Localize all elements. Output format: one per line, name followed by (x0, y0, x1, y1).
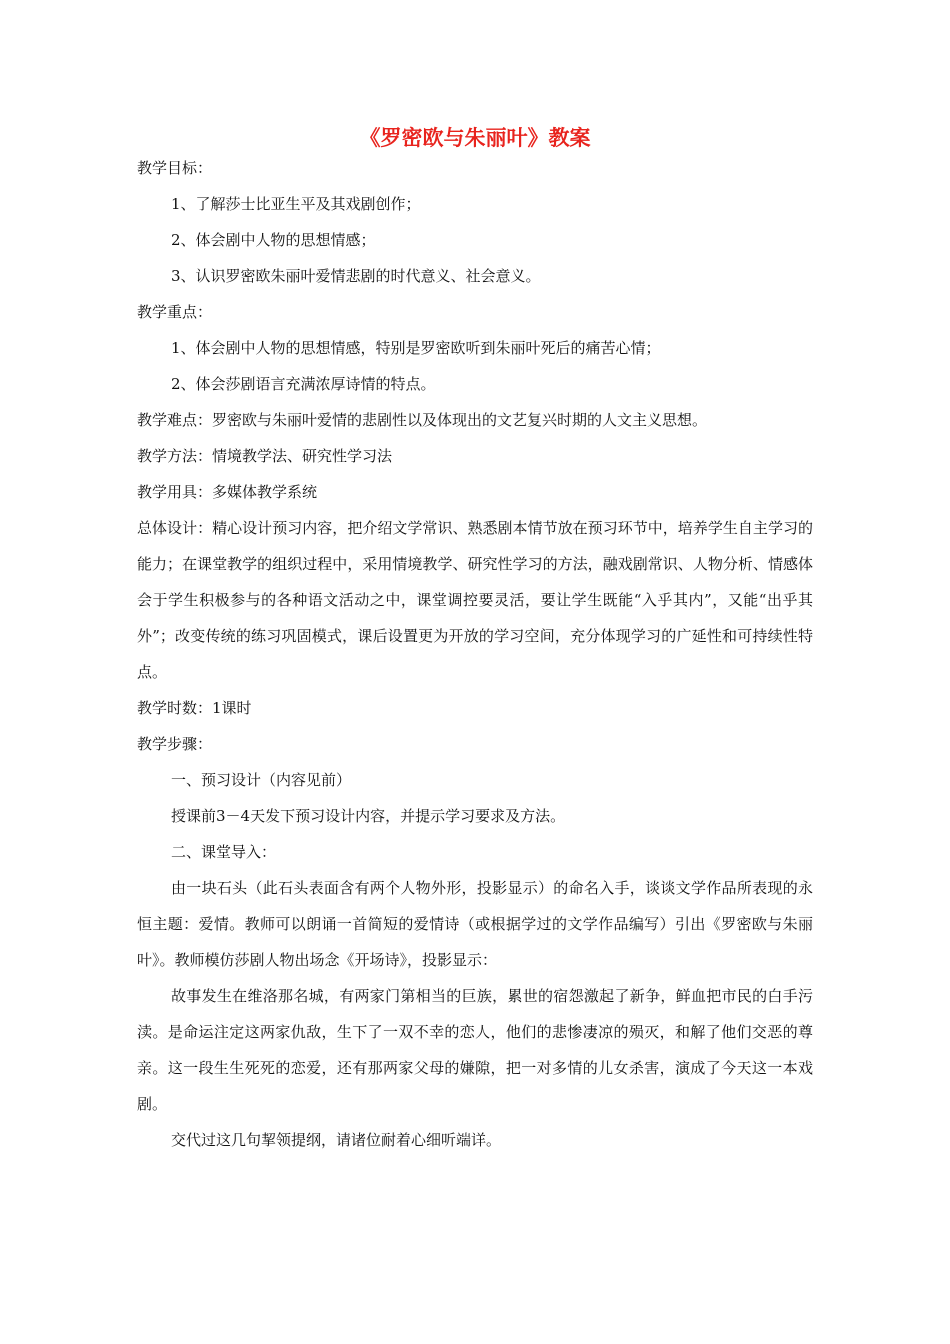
document-body (137, 150, 813, 1158)
step1-heading: 一、预习设计（内容见前） (171, 771, 352, 789)
prologue-closing-line: 交代过这几句挈领提纲，请诸位耐着心细听端详。 (171, 1131, 502, 1149)
step2-heading: 二、课堂导入： (171, 843, 277, 861)
goal-item: 1、了解莎士比亚生平及其戏剧创作； (171, 195, 421, 213)
goal-item: 3、认识罗密欧朱丽叶爱情悲剧的时代意义、社会意义。 (171, 267, 541, 285)
step1-text: 授课前3－4天发下预习设计内容，并提示学习要求及方法。 (171, 807, 566, 825)
focus-item: 1、体会剧中人物的思想情感，特别是罗密欧听到朱丽叶死后的痛苦心情； (171, 339, 661, 357)
step2-paragraph-intro: 由一块石头（此石头表面含有两个人物外形，投影显示）的命名入手，谈谈文学作品所表现的永恒主题：爱情。教师可以朗诵一首简短的爱情诗（或根据学过的文学作品编写）引出《罗密欧与朱丽叶》。教师模仿莎剧人物出场念《开场诗》，投影显示： (137, 879, 813, 969)
goals-heading: 教学目标： (137, 159, 213, 177)
document-title: 《罗密欧与朱丽叶》教案 (359, 126, 591, 150)
focus-item: 2、体会莎剧语言充满浓厚诗情的特点。 (171, 375, 436, 393)
prologue-poem-paragraph: 故事发生在维洛那名城，有两家门第相当的巨族，累世的宿怨激起了新争，鲜血把市民的白手污渎。是命运注定这两家仇敌，生下了一双不幸的恋人，他们的悲惨凄凉的殒灭，和解了他们交恶的尊亲。这一段生生死死的恋爱，还有那两家父母的嫌隙，把一对多情的儿女杀害，演成了今天这一本戏剧。 (137, 987, 813, 1113)
tools-line: 教学用具：多媒体教学系统 (137, 483, 318, 501)
difficulty-line: 教学难点：罗密欧与朱丽叶爱情的悲剧性以及体现出的文艺复兴时期的人文主义思想。 (137, 411, 708, 429)
method-line: 教学方法：情境教学法、研究性学习法 (137, 447, 393, 465)
hours-line: 教学时数：1课时 (137, 699, 252, 717)
overall-design-paragraph: 总体设计：精心设计预习内容，把介绍文学常识、熟悉剧本情节放在预习环节中，培养学生自主学习的能力；在课堂教学的组织过程中，采用情境教学、研究性学习的方法，融戏剧常识、人物分析、情感体会于学生积极参与的各种语文活动之中，课堂调控要灵活，要让学生既能“入乎其内”，又能“出乎其外”；改变传统的练习巩固模式，课后设置更为开放的学习空间，充分体现学习的广延性和可持续性特点。 (137, 519, 813, 681)
focus-heading: 教学重点： (137, 303, 213, 321)
steps-heading: 教学步骤： (137, 735, 213, 753)
goal-item: 2、体会剧中人物的思想情感； (171, 231, 376, 249)
